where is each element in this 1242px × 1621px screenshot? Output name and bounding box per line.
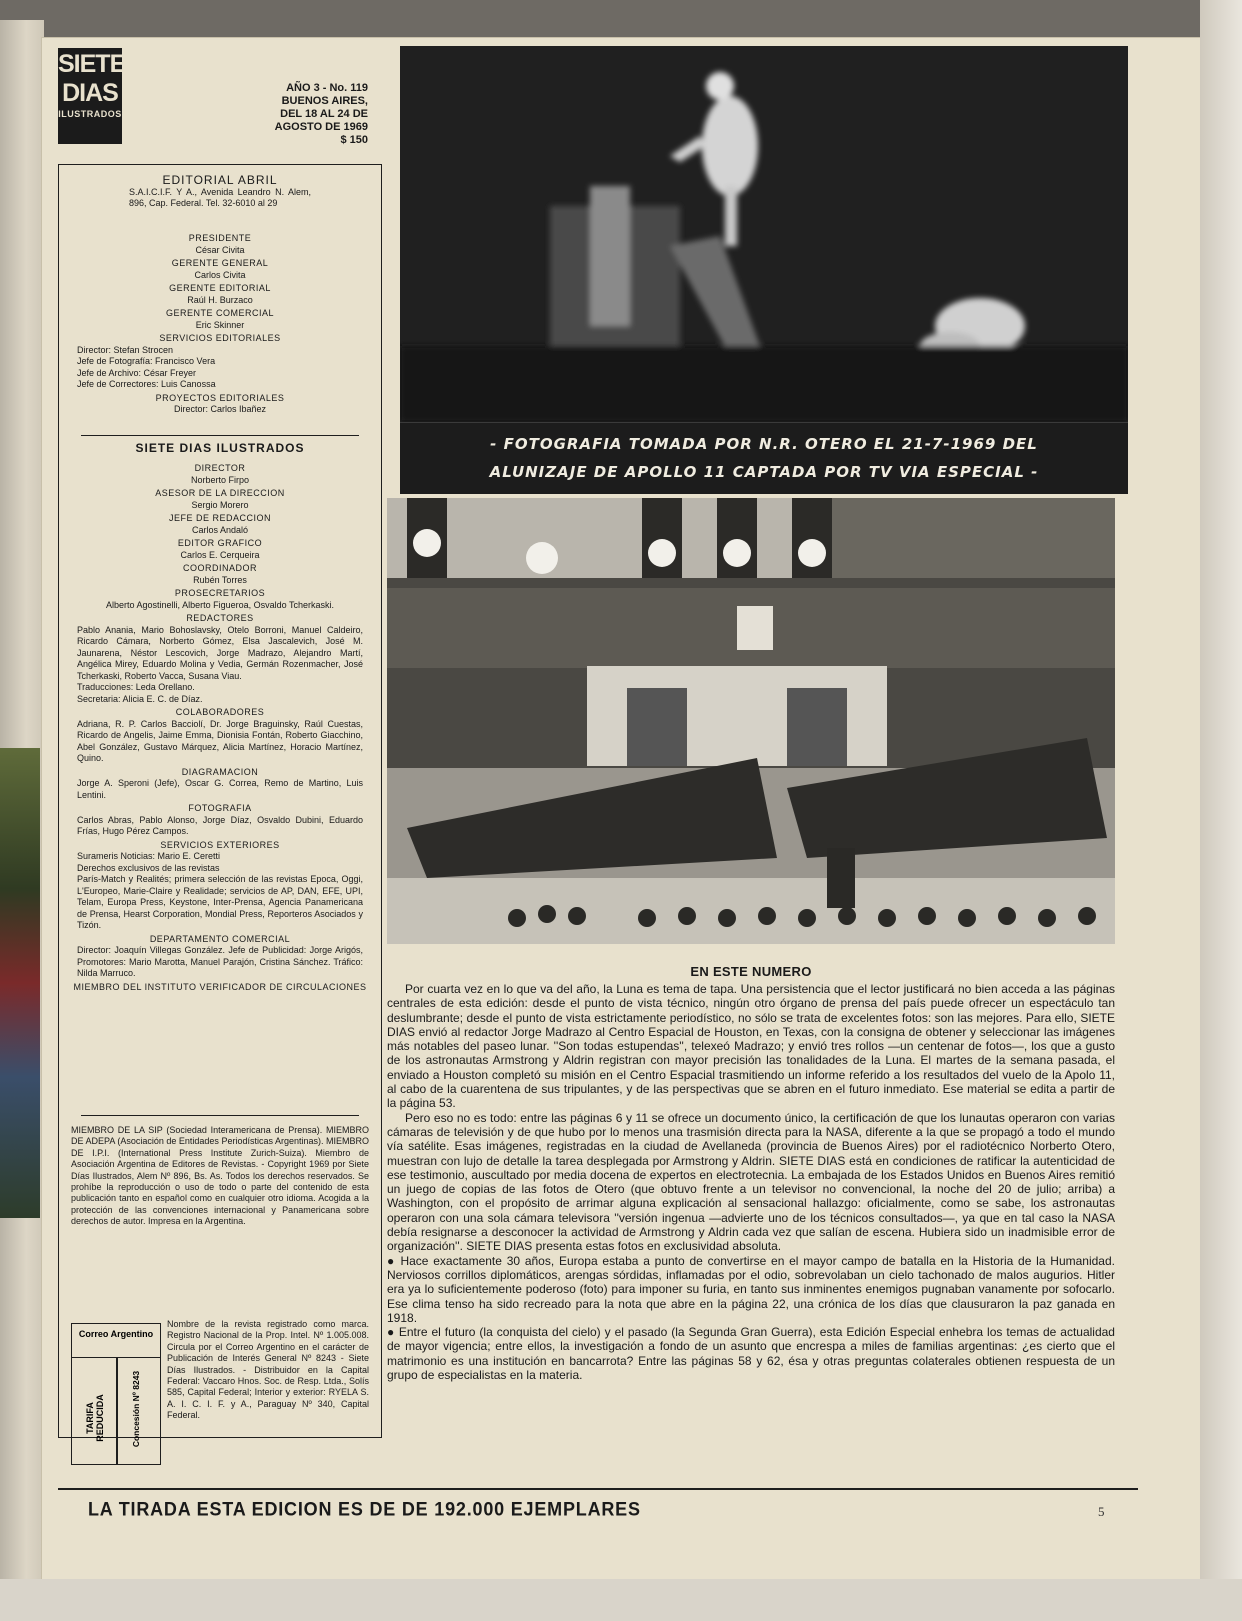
- publisher-address: S.A.I.C.I.F. Y A., Avenida Leandro N. Alem, 896, Cap. Federal. Tel. 32-6010 al 29: [129, 186, 311, 208]
- postal-stamp: [71, 1323, 161, 1465]
- staff-names: Carlos Andaló: [191, 524, 249, 535]
- masthead-box: [58, 164, 382, 1448]
- footer-rule: [58, 1488, 1138, 1490]
- staff-names: Director: Stefan Strocen Jefe de Fotografía: Francisco Vera Jefe de Archivo: César Freyer Jefe de Correctores: Luis Canossa: [77, 344, 216, 389]
- staff-role: SERVICIOS EXTERIORES: [160, 839, 280, 850]
- staff-role: ASESOR DE LA DIRECCION: [155, 488, 285, 498]
- logo-line-1: SIETE: [58, 50, 126, 78]
- issue-city: BUENOS AIRES,: [281, 95, 368, 107]
- print-run-footer: LA TIRADA ESTA EDICION ES DE DE 192.000 EJEMPLARES: [88, 1498, 641, 1520]
- magazine-name-block: [71, 443, 369, 455]
- legal-notice-continued: Nombre de la revista registrado como marca. Registro Nacional de la Prop. Intel. Nº 1.005.008. Circula por el Correo Argentino en el carácter de Publicación de Interés General Nº 8243 - Siete Días Ilustrados. - Distribuidor en la Capital Federal: Vaccaro Hnos. Soc. de Resp. Ltda., Solís 585, Capital Federal; Interior y exterior: RYELA S. A. I. C. I. F. y A., Paraguay Nº 340, Capital Federal.: [167, 1319, 369, 1421]
- photo-caption: [400, 422, 1128, 494]
- postal-tariff: TARIFA REDUCIDA: [85, 1394, 105, 1442]
- postal-concession: Concesión Nº 8243: [131, 1370, 141, 1448]
- issue-date-1: DEL 18 AL 24 DE: [280, 108, 368, 120]
- staff-role: FOTOGRAFIA: [188, 803, 252, 813]
- staff-names: Surameris Noticias: Mario E. Ceretti Derechos exclusivos de las revistas París-Match y Realités; primera selección de las revistas Epoca, Oggi, L'Europeo, Marie-Claire y Realidade; servicios de AP, DAN, EFE, UPI, Telam, Europa Press, Keystone, Inter-Prensa, Agencia Panamericana de Prensa, Hearst Corporation, Mondial Press, Reporteros Asociados y Tizón.: [77, 851, 363, 930]
- staff-names: Pablo Anania, Mario Bohoslavsky, Otelo Borroni, Manuel Caldeiro, Ricardo Cámara, Norberto Gómez, Elsa Jascalevich, José M. Jaunarena, Néstor Lescovich, Jorge Madrazo, Alejandro Martí, Angélica Mirey, Eduardo Molina y Vedia, Germán Rozenmacher, José Tcherkaski, Roberto Vacca, Susana Viau. Traducciones: Leda Orellano. Secretaria: Alicia E. C. de Díaz.: [77, 624, 363, 704]
- staff-names: Jorge A. Speroni (Jefe), Oscar G. Correa, Remo de Martino, Luis Lentini.: [77, 778, 363, 800]
- staff-names: César Civita: [195, 244, 245, 255]
- postal-top: Correo Argentino: [72, 1324, 160, 1358]
- staff-role: SERVICIOS EDITORIALES: [159, 333, 281, 343]
- publisher-block: [71, 175, 369, 210]
- section-heading: EN ESTE NUMERO: [690, 964, 812, 979]
- staff-names: Raúl H. Burzaco: [187, 294, 253, 305]
- magazine-name: SIETE DIAS ILUSTRADOS: [135, 441, 305, 455]
- staff-role: MIEMBRO DEL INSTITUTO VERIFICADOR DE CIRCULACIONES: [73, 981, 367, 992]
- publisher-staff: [71, 231, 369, 416]
- staff-names: Carlos Civita: [194, 269, 246, 280]
- staff-role: GERENTE GENERAL: [171, 258, 269, 268]
- apollo-tv-photo: [400, 46, 1128, 494]
- apollo-image: [400, 46, 1128, 422]
- parade-photo: [387, 498, 1115, 944]
- staff-names: Norberto Firpo: [190, 474, 250, 485]
- page-number: 5: [1098, 1504, 1105, 1519]
- staff-names: Carlos Abras, Pablo Alonso, Jorge Díaz, Osvaldo Dubini, Eduardo Frías, Hugo Pérez Campos.: [77, 814, 363, 836]
- staff-names: Sergio Morero: [191, 499, 249, 510]
- staff-role: DEPARTAMENTO COMERCIAL: [149, 933, 291, 944]
- masthead-divider: [81, 435, 359, 436]
- staff-role: DIAGRAMACION: [181, 766, 259, 777]
- issue-number: AÑO 3 - No. 119: [286, 82, 368, 94]
- bullet-paragraph-2: ● Entre el futuro (la conquista del cielo) y el pasado (la Segunda Gran Guerra), esta Edición Especial enhebra los temas de actualidad de mayor vigencia; entre ellos, la investigación a fondo de un asunto que encrespa a miles de familias argentinas: ¿es cierto que el matrimonio es una institución en bancarrota? Entre las páginas 58 y 62, ésa y otras preguntas colaterales obtienen respuesta de un grupo de especialistas en la materia.: [387, 1325, 1115, 1382]
- publisher-name: EDITORIAL ABRIL: [162, 173, 278, 187]
- paragraph-1: Por cuarta vez en lo que va del año, la Luna es tema de tapa. Una persistencia que el lector justificará no bien acceda a las páginas centrales de esta edición: desde el punto de vista técnico, ningún otro órgano de prensa del país puede ofrecer un espectáculo tan deslumbrante; desde el punto de vista estrictamente periodístico, no sólo se trata de excelentes fotos: son las mejores. Para ello, SIETE DIAS envió al redactor Jorge Madrazo al Centro Espacial de Houston, en Texas, con la consigna de obtener y seleccionar las imágenes más notables del paseo lunar. ''Son todas estupendas'', telexeó Madrazo; y envió tres rollos —un centenar de fotos—, los que a gusto de los astronautas Armstrong y Aldrin registran con mayor precisión las tonalidades de la Luna. El martes de la semana pasada, el enviado a Houston completó su misión en el Centro Espacial trasmitiendo un informe referido a los resultados del vuelo de la Apolo 11, al cabo de la cuarentena de sus tripulantes, y de las perspectivas que se abren en el futuro inmediato. Ese material se edita a partir de la página 53.: [387, 982, 1115, 1111]
- paragraph-2: Pero eso no es todo: entre las páginas 6 y 11 se ofrece un documento único, la certificación de que los lunautas operaron con varias cámaras de televisión y de que hubo por lo menos una trasmisión directa para la NASA, diferente a la que se propagó a todo el mundo vía satélite. Esas imágenes, registradas en la ciudad de Avellaneda (provincia de Buenos Aires) por el radiotécnico Norberto Otero, muestran con lujo de detalle la tarea desplegada por Armstrong y Aldrin. SIETE DIAS está en condiciones de ratificar la autenticidad de ese testimonio, auscultado por media docena de expertos en electrotecnia. La embajada de los Estados Unidos en Buenos Aires remitió un juego de copias de las fotos de Otero (que obtuvo frente a un televisor no convencional, la noche del 20 de julio; arriba) a Washington, con el propósito de arrimar alguna explicación al sensacional hallazgo: oficialmente, como se sabe, los astronautas operaron con una sola cámara televisora ''versión ingenua —advierte uno de los técnicos consultados—, ya que en tal caso la NASA debía resignarse a desconocer la actividad de Armstrong y Aldrin cada vez que salían de escena. Hubiera sido un inadmisible error de organización''. SIETE DIAS presenta estas fotos en exclusividad absoluta.: [387, 1110, 1115, 1254]
- parade-image: [387, 498, 1115, 944]
- article-body: [387, 982, 1115, 1382]
- bullet-paragraph-1: ● Hace exactamente 30 años, Europa estaba a punto de convertirse en el mayor campo de batalla en la Historia de la Humanidad. Nerviosos corrillos diplomáticos, arengas sórdidas, inflamadas por el odio, sobrevolaban un cielo tachonado de malos augurios. Hitler era ya lo suficientemente poderoso (foto) para imponer su furia, en tanto sus inminentes enemigos pugnaban vanamente por sofocarlo. Ese clima tenso ha sido recreado para la nota que abre en la página 22, una crónica de los días que clausuraron la paz ganada en 1918.: [387, 1254, 1115, 1325]
- logo-line-3: ILUSTRADOS: [58, 109, 122, 119]
- issue-info: [218, 82, 368, 147]
- staff-names: Alberto Agostinelli, Alberto Figueroa, Osvaldo Tcherkaski.: [106, 599, 334, 610]
- magazine-page: [42, 38, 1200, 1580]
- issue-date-2: AGOSTO DE 1969: [274, 121, 368, 133]
- postal-divider: [116, 1358, 118, 1464]
- staff-names: Rubén Torres: [193, 574, 247, 585]
- table-surface-bottom: [0, 1579, 1242, 1621]
- staff-role: GERENTE EDITORIAL: [169, 283, 271, 293]
- staff-role: GERENTE COMERCIAL: [165, 308, 274, 318]
- staff-names: Eric Skinner: [195, 319, 245, 330]
- staff-role: COORDINADOR: [182, 563, 257, 573]
- issue-price: $ 150: [340, 134, 368, 146]
- staff-role: REDACTORES: [186, 613, 254, 623]
- staff-names: Carlos E. Cerqueira: [180, 549, 260, 560]
- staff-role: EDITOR GRAFICO: [177, 538, 263, 548]
- masthead-divider-2: [81, 1115, 359, 1116]
- staff-role: COLABORADORES: [175, 707, 265, 717]
- caption-line-1: - FOTOGRAFIA TOMADA POR N.R. OTERO EL 21-7-1969 DEL: [490, 435, 1038, 453]
- staff-names: Director: Joaquín Villegas González. Jefe de Publicidad: Jorge Arigós, Promotores: Mario Marotta, Manuel Parajón, Cristina Sánchez. Tráfico: Nilda Marruco.: [77, 945, 363, 978]
- staff-names: Director: Carlos Ibañez: [173, 404, 267, 414]
- magazine-staff: [71, 461, 369, 993]
- legal-notice: MIEMBRO DE LA SIP (Sociedad Interamericana de Prensa). MIEMBRO DE ADEPA (Asociación de Entidades Periodísticas Argentinas). MIEMBRO DE I.P.I. (International Press Institute Zurich-Suiza). Miembro de Asociación Argentina de Editores de Revistas. - Copyright 1969 por Siete Días Ilustrados, Alem Nº 896, Bs. As. Todos los derechos reservados. Se prohíbe la reproducción o uso de todo o parte del contenido de esta publicación tanto en español como en cualquier otro idioma. Acogida a la protección de las convenciones internacional y Panamericana sobre derechos de autor. Impresa en la Argentina.: [71, 1125, 369, 1227]
- staff-role: PRESIDENTE: [188, 233, 252, 243]
- caption-line-2: ALUNIZAJE DE APOLLO 11 CAPTADA POR TV VIA ESPECIAL -: [489, 463, 1039, 481]
- logo-line-2: DIAS: [62, 79, 118, 107]
- staff-names: Adriana, R. P. Carlos Bacciolí, Dr. Jorge Braguinsky, Raúl Cuestas, Ricardo de Angelis, Jaime Emma, Dionisia Fontán, Roberto Giacchino, Abel González, Gustavo Márquez, Alicia Martínez, Horacio Martínez, Quino.: [77, 718, 363, 763]
- magazine-logo: [58, 48, 126, 144]
- staff-role: PROYECTOS EDITORIALES: [155, 392, 285, 403]
- staff-role: PROSECRETARIOS: [174, 588, 266, 598]
- adjacent-page-photo: [0, 748, 40, 1218]
- staff-role: DIRECTOR: [194, 463, 246, 473]
- staff-role: JEFE DE REDACCION: [168, 513, 271, 523]
- table-surface-right: [1200, 0, 1242, 1621]
